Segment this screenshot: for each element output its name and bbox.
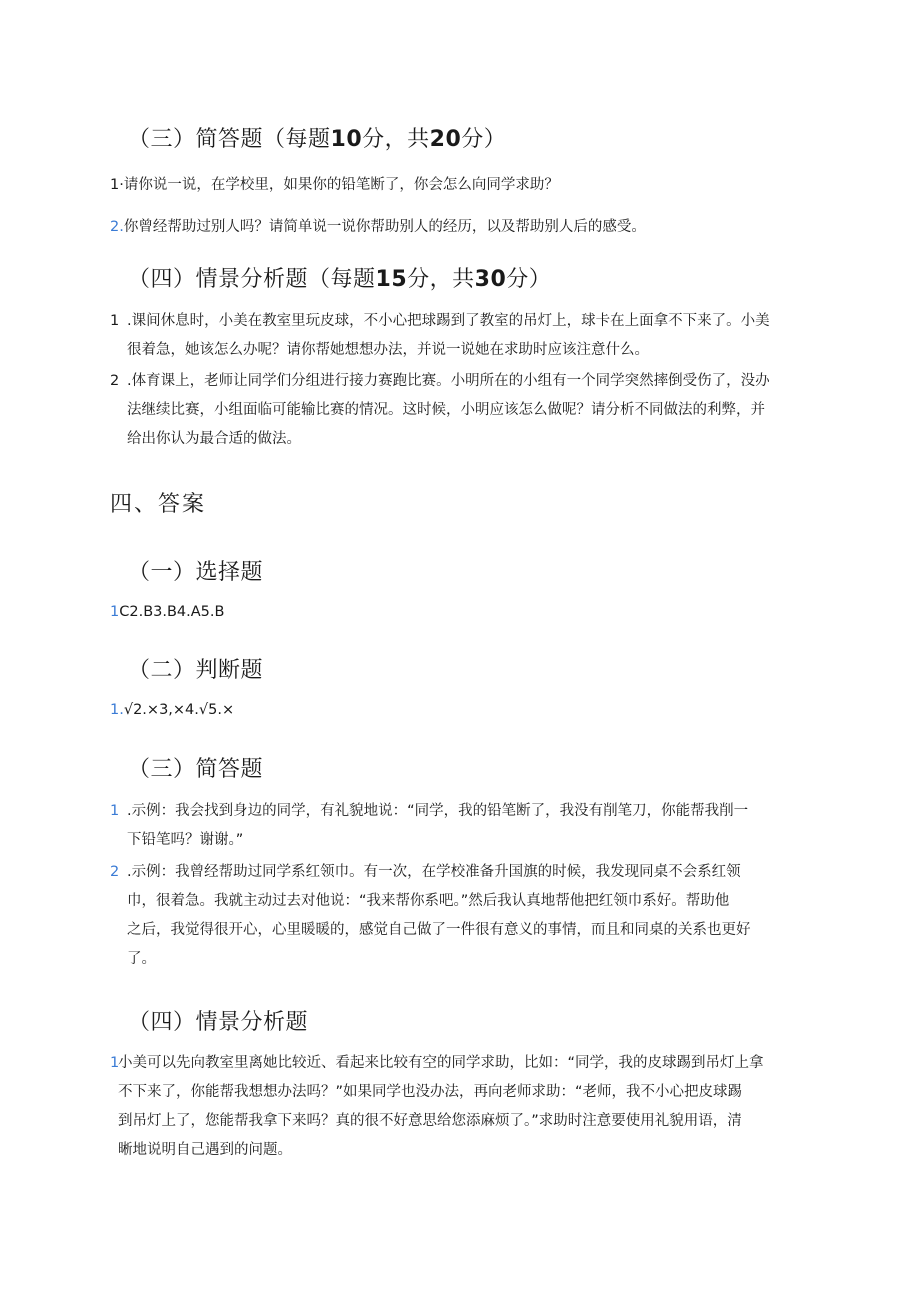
answer-1-text — [110, 598, 224, 627]
answer-number: 2 — [110, 864, 120, 880]
answer-number: 1 — [110, 803, 120, 819]
question-4-2 — [110, 367, 830, 454]
answer-number: 1 — [110, 604, 120, 620]
section-3-heading: （三）简答题（每题10分，共20分） — [128, 127, 507, 152]
question-line: 很着急，她该怎么办呢？请你帮她想想办法，并说一说她在求助时应该注意什么。 — [127, 342, 649, 358]
answer-4-heading: （四）情景分析题 — [128, 1010, 309, 1035]
question-line: .体育课上，老师让同学们分组进行接力赛跑比赛。小明所在的小组有一个同学突然摔倒受伤了，没办 — [127, 373, 770, 389]
question-number: 1 — [110, 313, 120, 329]
answer-4-1 — [110, 1049, 830, 1165]
question-3-2 — [110, 213, 646, 242]
answer-line: 到吊灯上了，您能帮我拿下来吗？真的很不好意思给您添麻烦了。”求助时注意要使用礼貌用语，清 — [118, 1113, 742, 1129]
question-number: 2 — [110, 373, 120, 389]
answer-2-heading: （二）判断题 — [128, 658, 264, 683]
question-line: 给出你认为最合适的做法。 — [127, 431, 301, 447]
answer-3-heading: （三）简答题 — [128, 757, 264, 782]
answer-3-1 — [110, 797, 830, 855]
answer-content: √2.×3,×4.√5.× — [123, 702, 235, 718]
question-line: 法继续比赛，小组面临可能输比赛的情况。这时候，小明应该怎么做呢？请分析不同做法的利弊，并 — [127, 402, 765, 418]
answer-line: 了。 — [127, 951, 156, 967]
answer-line: .示例：我曾经帮助过同学系红领巾。有一次，在学校准备升国旗的时候，我发现同桌不会系红领 — [127, 864, 741, 880]
question-text: 请你说一说，在学校里，如果你的铅笔断了，你会怎么向同学求助？ — [123, 177, 559, 193]
question-4-1 — [110, 307, 830, 365]
answer-line: 下铅笔吗？谢谢。” — [127, 832, 244, 848]
answer-content: C2.B3.B4.A5.B — [119, 604, 225, 620]
answer-3-2 — [110, 858, 830, 974]
answer-line: .示例：我会找到身边的同学，有礼貌地说：“同学，我的铅笔断了，我没有削笔刀，你能帮我削一 — [127, 803, 749, 819]
answer-line: 巾，很着急。我就主动过去对他说：“我来帮你系吧。”然后我认真地帮他把红领巾系好。帮助他 — [127, 893, 730, 909]
answer-line: 不下来了，你能帮我想想办法吗？”如果同学也没办法，再向老师求助：“老师，我不小心把皮球踢 — [118, 1084, 743, 1100]
question-number: 2. — [110, 219, 124, 235]
section-4-heading: （四）情景分析题（每题15分，共30分） — [128, 267, 552, 292]
answer-number: 1. — [110, 702, 124, 718]
answer-line: 小美可以先向教室里离她比较近、看起来比较有空的同学求助，比如：“同学，我的皮球踢到吊灯上拿 — [118, 1055, 764, 1071]
answer-1-heading: （一）选择题 — [128, 560, 264, 585]
question-line: .课间休息时，小美在教室里玩皮球，不小心把球踢到了教室的吊灯上，球卡在上面拿不下来了。小美 — [127, 313, 770, 329]
answer-number: 1 — [110, 1055, 120, 1071]
answer-2-text — [110, 696, 234, 725]
question-number: 1· — [110, 177, 124, 193]
answers-title: 四、答案 — [110, 492, 207, 517]
question-text: 你曾经帮助过别人吗？请简单说一说你帮助别人的经历，以及帮助别人后的感受。 — [123, 219, 646, 235]
answer-line: 晰地说明自己遇到的问题。 — [118, 1142, 292, 1158]
answer-line: 之后，我觉得很开心，心里暖暖的，感觉自己做了一件很有意义的事情，而且和同桌的关系也更好 — [127, 922, 751, 938]
question-3-1 — [110, 171, 559, 200]
